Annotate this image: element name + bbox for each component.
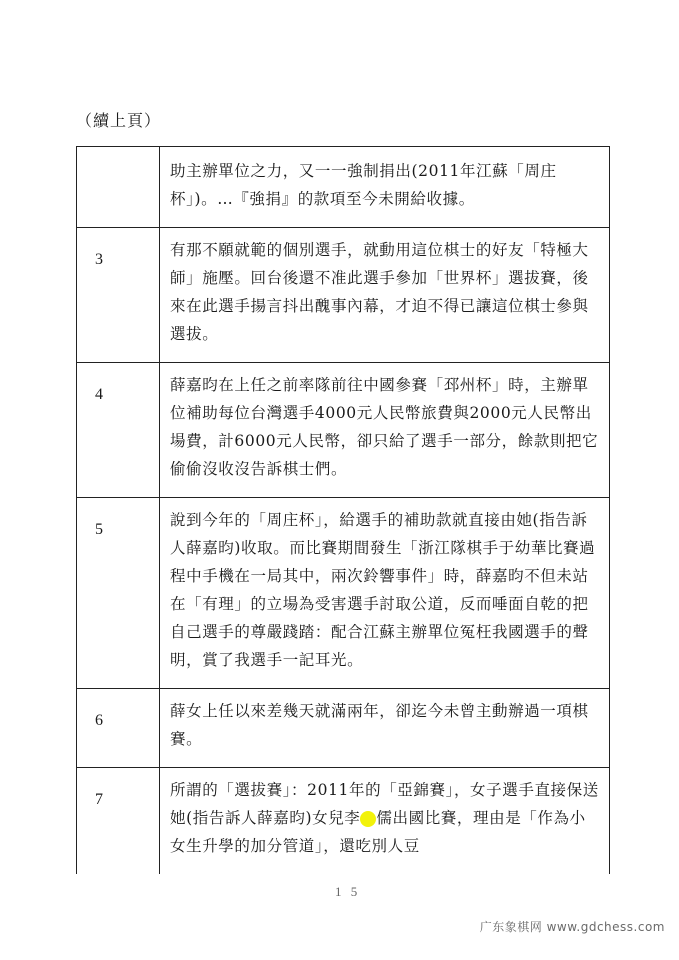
- row-number: [77, 147, 160, 228]
- table-row: [77, 689, 610, 768]
- table-row: [77, 498, 610, 689]
- row-text: 有那不願就範的個別選手，就動用這位棋士的好友「特極大師」施壓。回台後還不准此選手參加「世界杯」選拔賽，後來在此選手揚言抖出醜事內幕，才迫不得已讓這位棋士參與選拔。: [160, 228, 610, 363]
- row-number: 6: [77, 689, 160, 768]
- table-row: [77, 363, 610, 498]
- row-text: 薛女上任以來差幾天就滿兩年，卻迄今未曾主動辦過一項棋賽。: [160, 689, 610, 768]
- content-table: [76, 146, 610, 874]
- continued-label: （續上頁）: [76, 111, 162, 130]
- row-number: 7: [77, 768, 160, 875]
- page-number: 1 5: [335, 884, 361, 899]
- row-number: 3: [77, 228, 160, 363]
- row-text: 助主辦單位之力，又一一強制捐出(2011年江蘇「周庄杯」)。…『強捐』的款項至今未開給收據。: [160, 147, 610, 228]
- row-number: 4: [77, 363, 160, 498]
- row-text: 說到今年的「周庄杯」，給選手的補助款就直接由她(指告訴人薛嘉昀)收取。而比賽期間發生「浙江隊棋手于幼華比賽過程中手機在一局其中，兩次鈴響事件」時，薛嘉昀不但未站在「有理」的立場為受害選手討取公道，反而唾面自乾的把自己選手的尊嚴踐踏：配合江蘇主辦單位冤枉我國選手的聲明，賞了我選手一記耳光。: [160, 498, 610, 689]
- row-text-before: 所謂的「選拔賽」：2011年的「亞錦賽」，女子選手直接保送她(指告訴人薛嘉昀)女兒李: [170, 781, 599, 827]
- row-text-after: 儒出國比賽，理由是「作為小女生升學的加分管道」，還吃別人豆: [170, 809, 586, 855]
- highlight-mark: [360, 811, 376, 827]
- site-watermark: 广东象棋网 www.gdchess.com: [479, 920, 665, 934]
- table-row: [77, 228, 610, 363]
- row-text: [160, 768, 610, 875]
- row-text: 薛嘉昀在上任之前率隊前往中國參賽「邳州杯」時，主辦單位補助每位台灣選手4000元人民幣旅費與2000元人民幣出場費，計6000元人民幣，卻只給了選手一部分，餘款則把它偷偷沒收沒告訴棋士們。: [160, 363, 610, 498]
- table-row: [77, 147, 610, 228]
- row-number: 5: [77, 498, 160, 689]
- table-row: [77, 768, 610, 875]
